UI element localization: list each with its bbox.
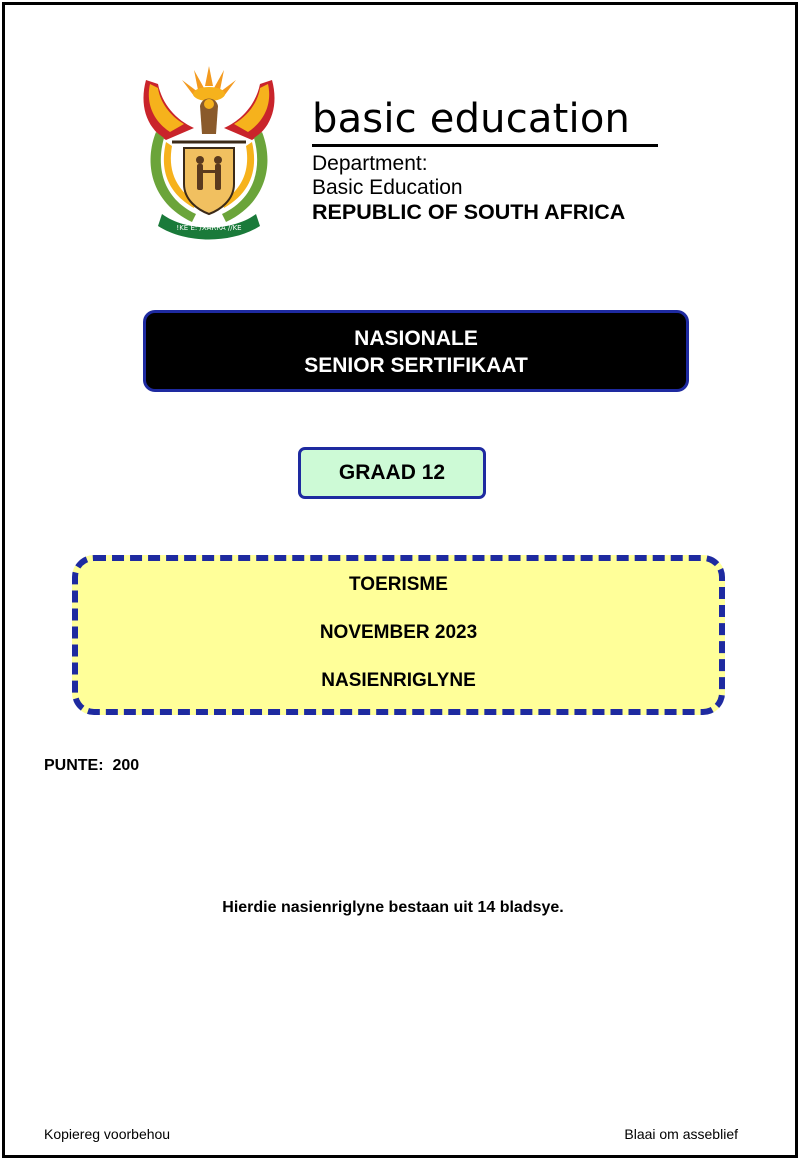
certificate-line-1: NASIONALE: [354, 327, 478, 350]
department-label: Department:: [312, 152, 428, 175]
coat-of-arms-logo: [136, 62, 282, 240]
brand-name: basic education: [312, 96, 631, 142]
exam-session: NOVEMBER 2023: [319, 622, 478, 643]
total-marks: [44, 757, 139, 775]
page-count-note: Hierdie nasienriglyne bestaan uit 14 bladsye.: [222, 899, 564, 916]
certificate-line-2: SENIOR SERTIFIKAAT: [304, 354, 528, 377]
brand-underline: [312, 144, 658, 147]
country-name: REPUBLIC OF SOUTH AFRICA: [312, 200, 626, 224]
footer-copyright: Kopiereg voorbehou: [44, 1126, 171, 1142]
exam-subject: TOERISME: [349, 574, 448, 595]
grade-badge: GRAAD 12: [298, 447, 486, 499]
svg-text:!KE E: /XARRA //KE: !KE E: /XARRA //KE: [176, 224, 242, 232]
department-block: [312, 152, 625, 224]
brand-block: [312, 96, 630, 142]
marks-label: PUNTE:: [44, 757, 104, 774]
footer-turn-over: Blaai om asseblief: [624, 1126, 738, 1142]
exam-info-box: [72, 555, 725, 715]
exam-document-type: NASIENRIGLYNE: [321, 670, 476, 691]
department-name: Basic Education: [312, 176, 463, 199]
certificate-banner: [143, 310, 689, 392]
marks-value: 200: [112, 757, 140, 774]
